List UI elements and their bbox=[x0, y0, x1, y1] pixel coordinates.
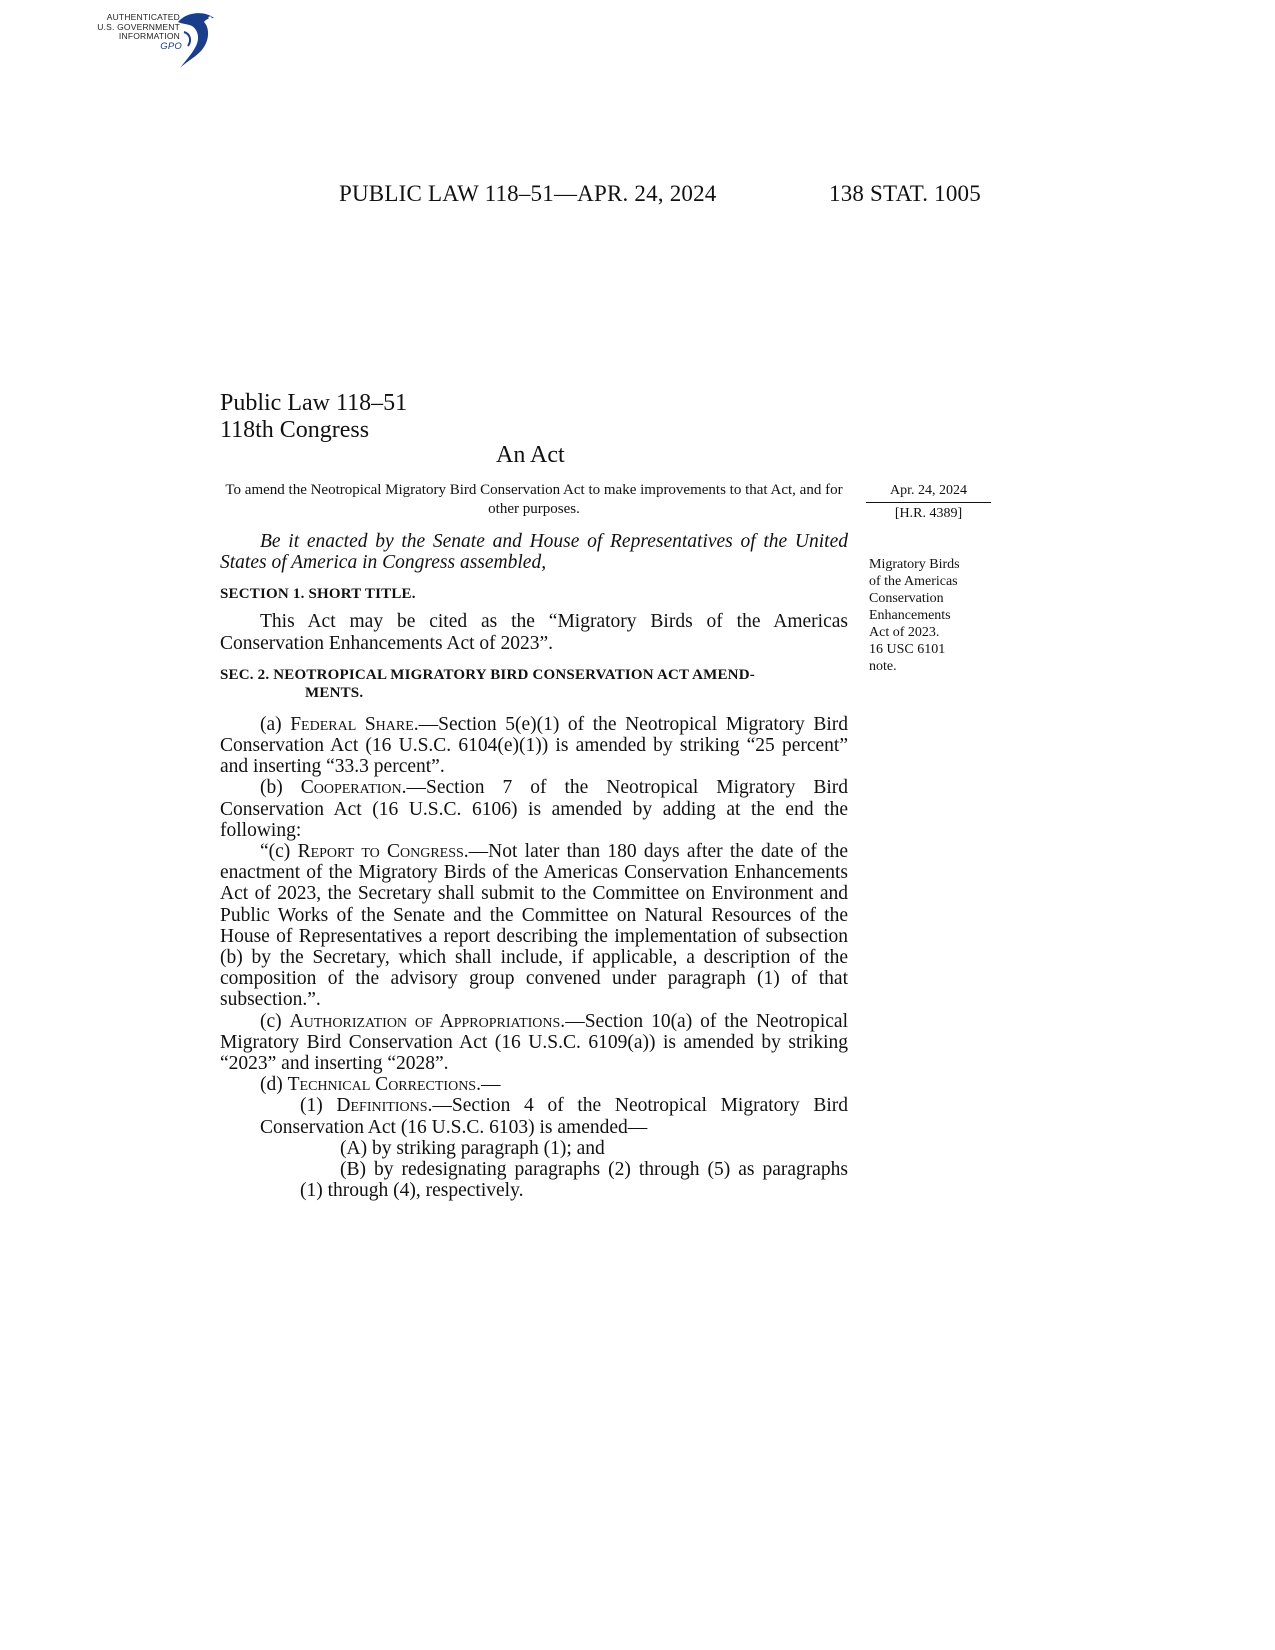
subsection-d-heading: Technical Corrections. bbox=[287, 1074, 481, 1096]
enactment-date: Apr. 24, 2024 bbox=[890, 483, 967, 498]
margin-note-line: of the Americas bbox=[869, 574, 958, 589]
margin-note bbox=[869, 556, 960, 675]
gpo-authentication-logo bbox=[80, 13, 180, 51]
subsection-b-text: —Section 7 of the Neotropical Migratory Bird Conservation Act (16 U.S.C. 6106) is amended by adding at the end the following: bbox=[220, 777, 848, 841]
logo-line-2: U.S. GOVERNMENT bbox=[97, 21, 180, 32]
stat-page-number: 138 STAT. 1005 bbox=[829, 181, 981, 206]
law-title-block bbox=[220, 390, 407, 444]
margin-note-line: Migratory Birds bbox=[869, 557, 960, 572]
subsection-c-label: (c) bbox=[260, 1010, 290, 1032]
paragraph-d1-text: —Section 4 of the Neotropical Migratory Bird Conservation Act (16 U.S.C. 6103) is amended— bbox=[260, 1095, 848, 1138]
subsection-d-label: (d) bbox=[260, 1074, 288, 1096]
subsection-a bbox=[220, 714, 848, 778]
bill-number: [H.R. 4389] bbox=[894, 506, 963, 521]
subparagraph-b: (B) by redesignating paragraphs (2) through (5) as paragraphs (1) through (4), respectively. bbox=[300, 1159, 848, 1202]
quoted-c-heading: Report to Congress. bbox=[297, 841, 469, 863]
margin-note-line: Act of 2023. bbox=[869, 625, 940, 640]
quoted-c-text: —Not later than 180 days after the date of the enactment of the Migratory Birds of the Americas Conservation Enhancements Act of 2023, the Secretary shall submit to the Committee on Environment and Public Works of the Senate and the Committee on Natural Resources of the House of Representatives a report describing the implementation of subsection (b) by the Secretary, which shall include, if applicable, a description of the composition of the advisory group convened under paragraph (1) of that subsection.”. bbox=[220, 841, 848, 1011]
section-2-heading-line-2: MENTS. bbox=[305, 684, 364, 701]
eagle-icon bbox=[170, 8, 222, 72]
act-label: An Act bbox=[496, 442, 565, 468]
section-1-heading: SECTION 1. SHORT TITLE. bbox=[220, 586, 416, 603]
subsection-b bbox=[220, 777, 848, 841]
section-2-heading bbox=[220, 666, 848, 702]
subsection-d-text: — bbox=[480, 1074, 501, 1096]
subsection-c-heading: Authorization of Appropriations. bbox=[289, 1010, 566, 1032]
subsection-a-text: —Section 5(e)(1) of the Neotropical Migratory Bird Conservation Act (16 U.S.C. 6104(e)(1)) is amended by striking “25 percent” and inserting “33.3 percent”. bbox=[220, 713, 848, 778]
enacting-clause: Be it enacted by the Senate and House of Representatives of the United States of America in Congress assembled, bbox=[220, 531, 848, 574]
logo-line-3: INFORMATION bbox=[118, 31, 180, 41]
margin-rule bbox=[866, 502, 991, 503]
margin-note-line: 16 USC 6101 bbox=[869, 642, 946, 657]
logo-line-1: AUTHENTICATED bbox=[106, 12, 180, 22]
subsection-a-heading: Federal Share. bbox=[290, 713, 419, 735]
subsection-a-label: (a) bbox=[260, 713, 291, 735]
margin-note-line: Enhancements bbox=[869, 608, 951, 623]
section-1-text: This Act may be cited as the “Migratory Birds of the Americas Conservation Enhancements Act of 2023”. bbox=[220, 611, 848, 654]
paragraph-d1-heading: Definitions. bbox=[336, 1095, 433, 1117]
quoted-c-label: “(c) bbox=[260, 841, 298, 863]
subsection-b-label: (b) bbox=[260, 777, 301, 799]
margin-note-line: Conservation bbox=[869, 591, 944, 606]
subsection-c bbox=[220, 1011, 848, 1075]
running-head: PUBLIC LAW 118–51—APR. 24, 2024 bbox=[339, 181, 717, 206]
subsection-d bbox=[220, 1074, 848, 1095]
logo-gpo-mark: GPO bbox=[160, 40, 182, 52]
subsection-c-text: —Section 10(a) of the Neotropical Migratory Bird Conservation Act (16 U.S.C. 6109(a)) is amended by striking “2023” and inserting “2028”. bbox=[220, 1010, 848, 1075]
subparagraph-a: (A) by striking paragraph (1); and bbox=[340, 1137, 605, 1159]
paragraph-d1-label: (1) bbox=[300, 1095, 337, 1117]
congress-number: 118th Congress bbox=[220, 417, 370, 443]
section-2-heading-line-1: SEC. 2. NEOTROPICAL MIGRATORY BIRD CONSERVATION ACT AMEND- bbox=[220, 666, 755, 683]
quoted-subsection-c bbox=[220, 841, 848, 1011]
subsection-b-heading: Cooperation. bbox=[300, 777, 407, 799]
act-purpose: To amend the Neotropical Migratory Bird Conservation Act to make improvements to that Act, and for other purposes. bbox=[225, 482, 843, 517]
paragraph-d1 bbox=[220, 1095, 848, 1137]
law-body bbox=[220, 531, 848, 1201]
margin-note-line: note. bbox=[869, 659, 897, 674]
law-number: Public Law 118–51 bbox=[220, 390, 408, 416]
